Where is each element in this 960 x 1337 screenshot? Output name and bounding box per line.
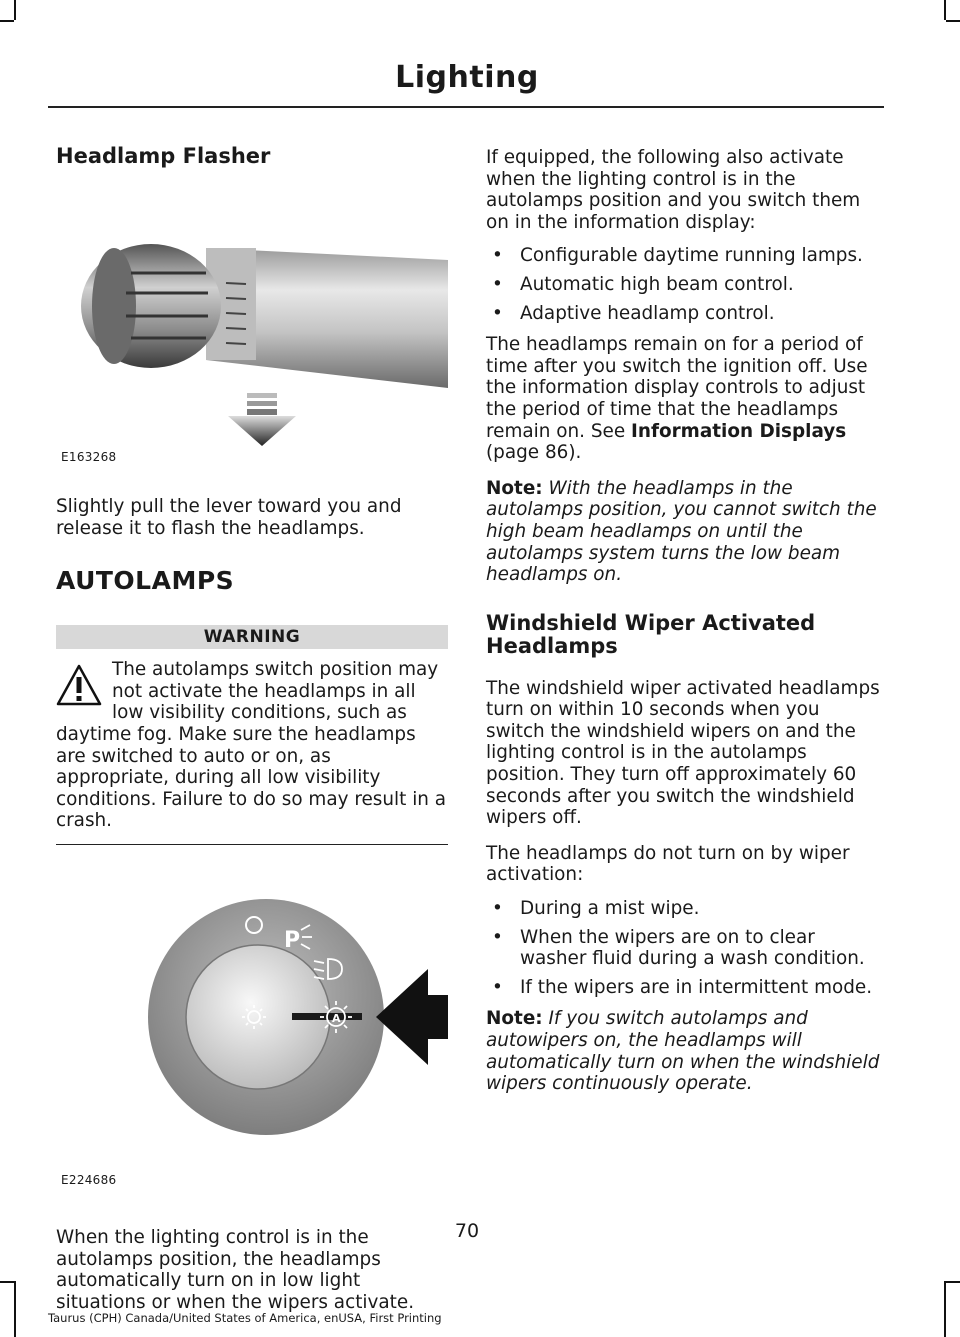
note-label: Note: — [486, 1008, 543, 1030]
note-2 — [486, 1008, 880, 1094]
wiper-heading: Windshield Wiper Activated Headlamps — [486, 610, 816, 658]
note-text: If you switch autolamps and autowipers on, the headlamps will automatically turn on when the windshield wipers continuously operate. — [486, 1008, 880, 1095]
remain-text: The headlamps remain on for a period of time after you switch the ignition off. Use the information display controls to adjust the period of time that the headlamps remain on. See — [486, 334, 868, 442]
note-label: Note: — [486, 477, 543, 499]
parking-lamps-icon: P — [284, 927, 301, 953]
crop-mark — [946, 1281, 960, 1283]
wiper-text-2: The headlamps do not turn on by wiper activation: — [486, 842, 850, 886]
warning-label: WARNING — [56, 625, 448, 649]
crop-mark — [14, 1281, 16, 1337]
pull-arrow-icon — [228, 393, 296, 446]
list-item: • Automatic high beam control. — [486, 274, 880, 296]
list-item: • When the wipers are on to clear washer fluid during a wash condition. — [486, 927, 880, 970]
intro-text: If equipped, the following also activate when the lighting control is in the autolamps position and you switch them on in the information display: — [486, 147, 861, 233]
figure-lighting-control — [56, 867, 448, 1207]
page-number: 70 — [454, 1220, 480, 1242]
autolamps-heading: AUTOLAMPS — [56, 566, 235, 596]
remain-page: (page 86). — [486, 442, 582, 464]
info-displays-link[interactable]: Information Displays — [631, 420, 847, 442]
warning-box — [56, 659, 448, 845]
page-title: Lighting — [395, 60, 539, 95]
note-1 — [486, 478, 880, 586]
crop-mark — [0, 1281, 14, 1283]
crop-mark — [14, 0, 16, 20]
flasher-text: Slightly pull the lever toward you and release it to flash the headlamps. — [56, 496, 402, 539]
flasher-heading: Headlamp Flasher — [56, 144, 271, 168]
remain-paragraph — [486, 334, 880, 464]
list-item: • Adaptive headlamp control. — [486, 303, 880, 325]
note-text: With the headlamps in the autolamps position, you cannot switch the high beam headlamps on until the autolamps system turns the low beam headlamps on. — [486, 477, 877, 586]
wiper-condition-list — [486, 898, 880, 998]
warning-text: The autolamps switch position may not activate the headlamps in all low visibility conditions, such as daytime fog. Make sure the headlamps are switched to auto or on, as appropriate, during all low visibility conditions. Failure to do so may result in a crash. — [56, 659, 447, 832]
autolamps-text: When the lighting control is in the autolamps position, the headlamps automatically turn on in low light situations or when the wipers activate. — [56, 1226, 415, 1313]
right-column — [486, 147, 880, 1109]
left-column — [56, 145, 448, 1327]
list-item: • During a mist wipe. — [486, 898, 880, 920]
lever-illustration — [56, 188, 448, 458]
footer-text: Taurus (CPH) Canada/United States of America, enUSA, First Printing — [48, 1311, 442, 1325]
figure-code: E163268 — [61, 450, 117, 464]
list-item: • Configurable daytime running lamps. — [486, 245, 880, 267]
autolamps-letter: A — [332, 1011, 341, 1025]
pointer-arrow-icon — [376, 969, 448, 1065]
crop-mark — [944, 0, 946, 20]
warning-triangle-icon — [56, 663, 102, 707]
list-item: • If the wipers are in intermittent mode. — [486, 977, 880, 999]
wiper-text-1: The windshield wiper activated headlamps turn on within 10 seconds when you switch the windshield wipers on and the lighting control is in the autolamps position. They turn off approximately 60 seconds after you switch the windshield wipers off. — [486, 677, 880, 829]
header-divider — [48, 106, 884, 108]
lighting-control-illustration — [56, 867, 448, 1187]
crop-mark — [0, 20, 14, 22]
crop-mark — [944, 1281, 946, 1337]
figure-code: E224686 — [61, 1172, 117, 1187]
feature-list — [486, 245, 880, 324]
figure-headlamp-flasher — [56, 188, 448, 478]
crop-mark — [946, 20, 960, 22]
